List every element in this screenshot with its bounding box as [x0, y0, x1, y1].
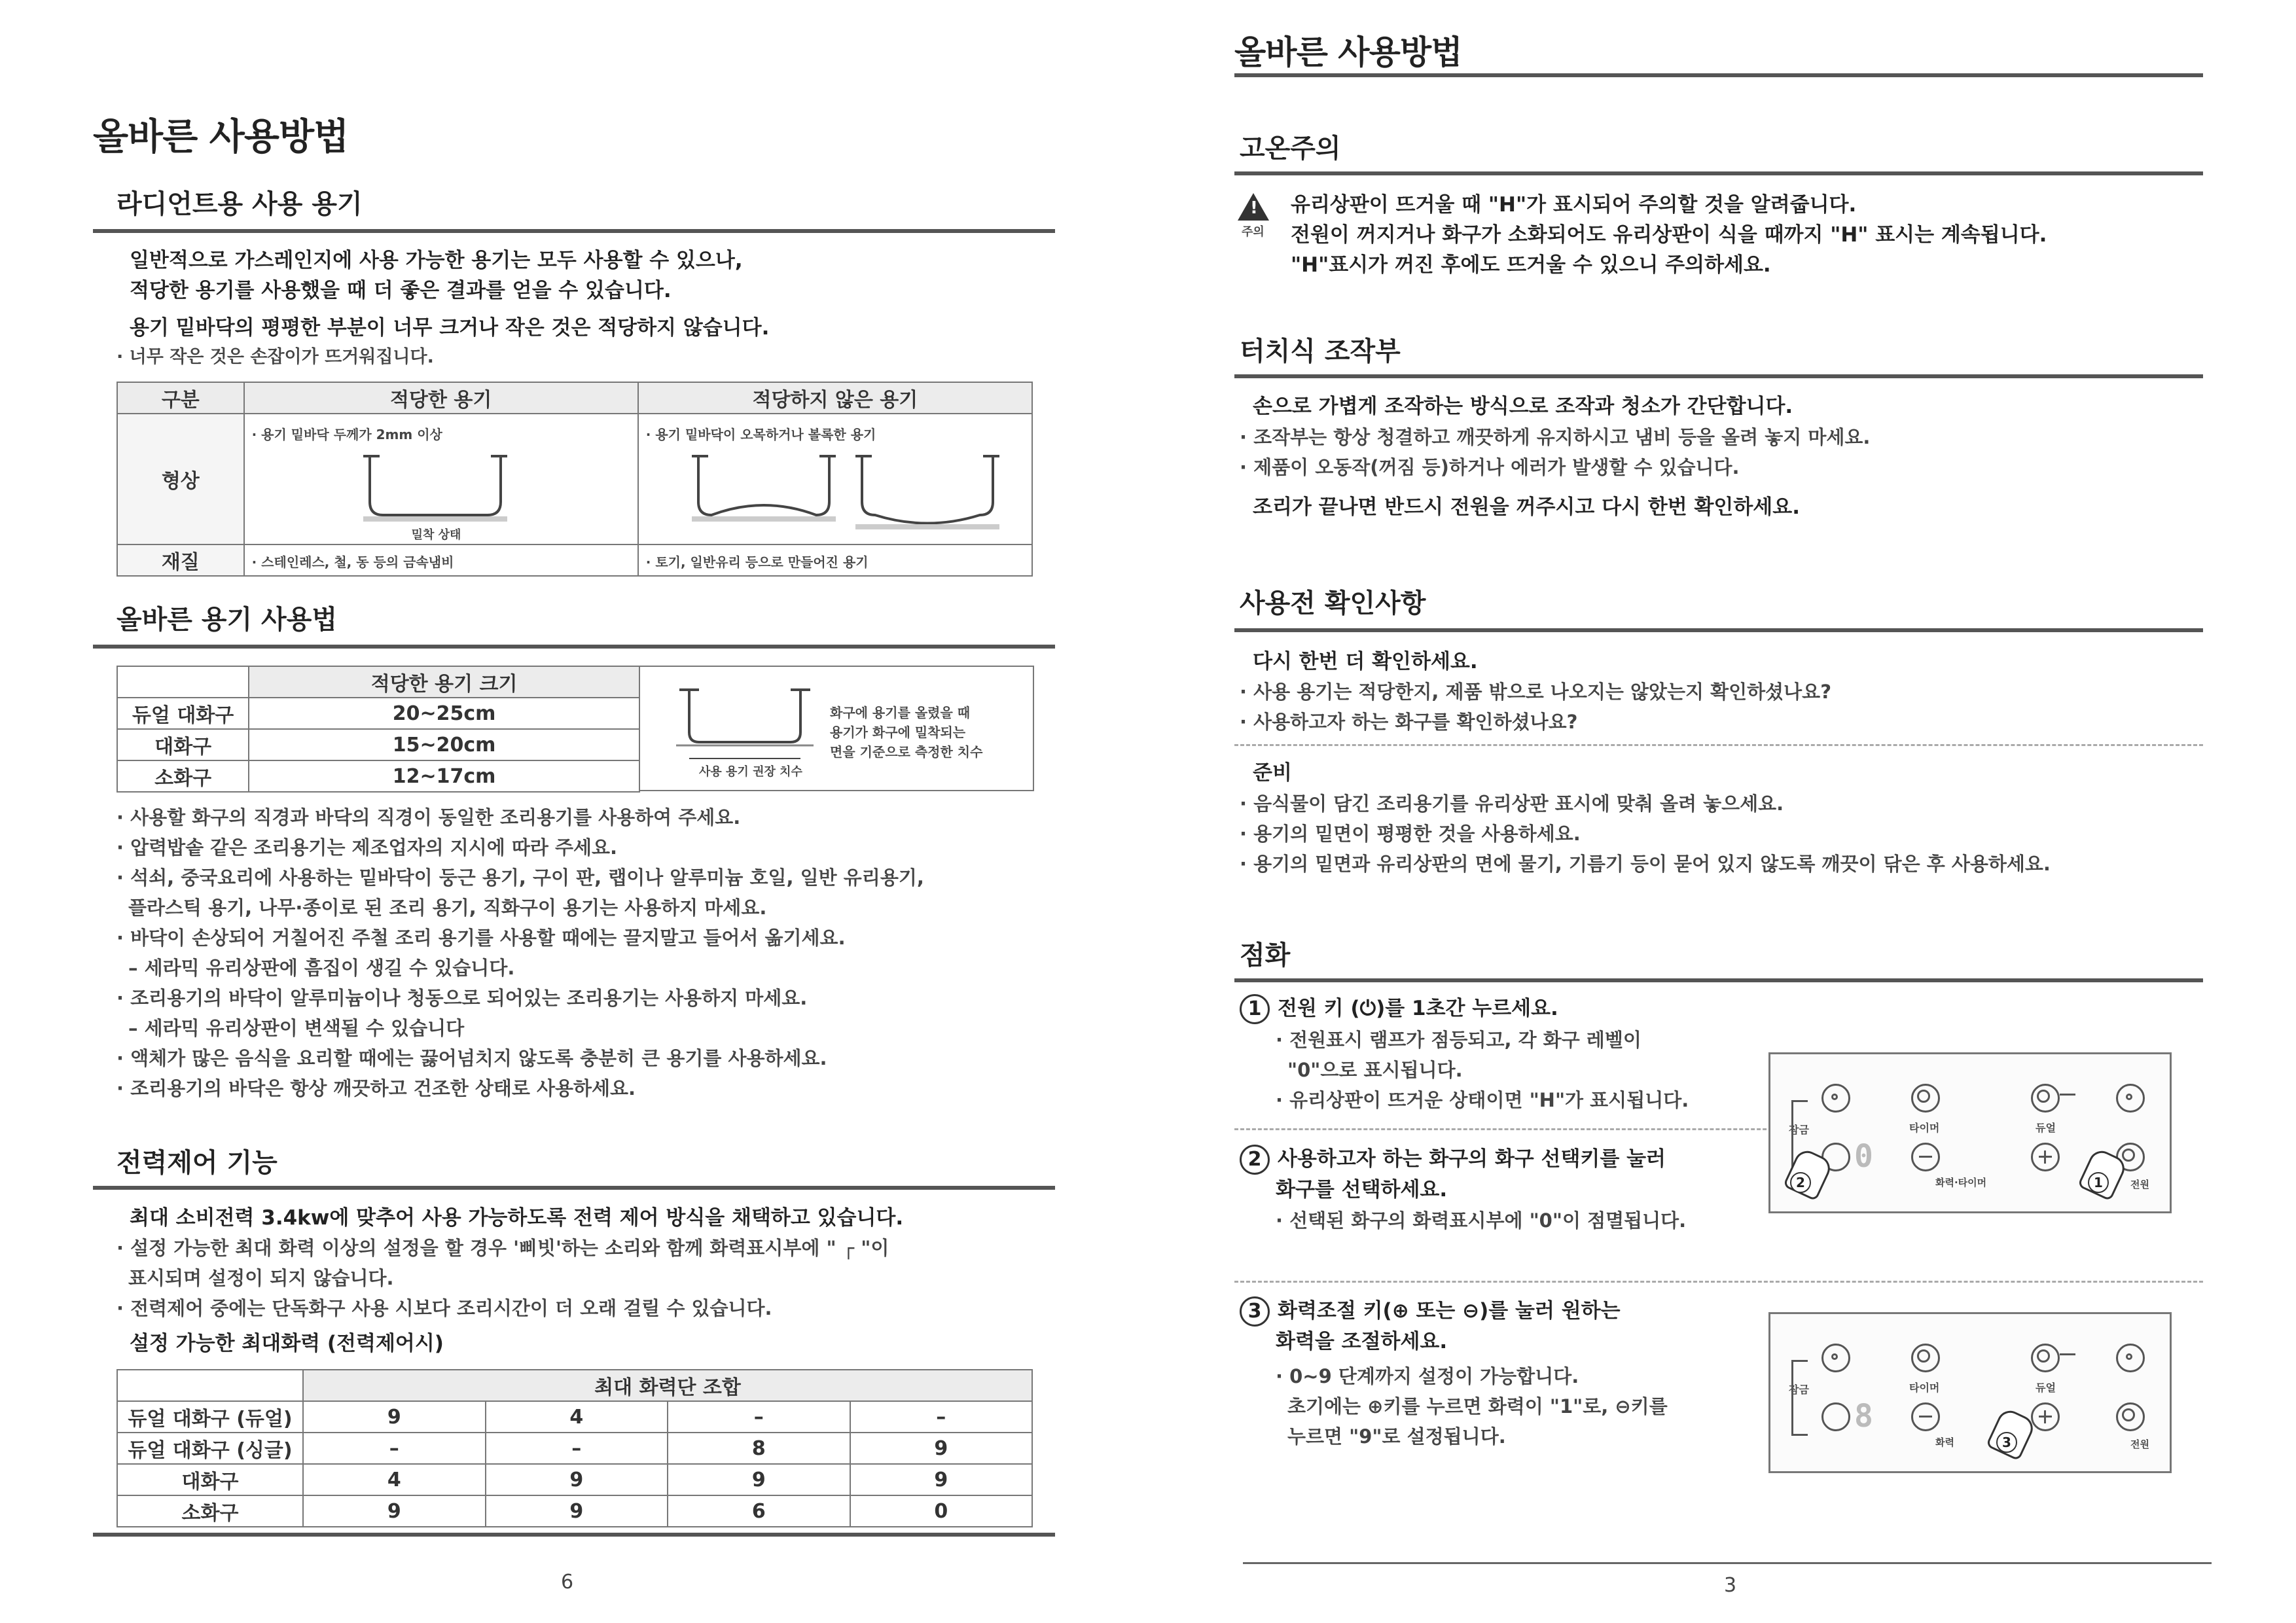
value-cell: –: [303, 1433, 486, 1464]
value-cell: 8: [668, 1433, 850, 1464]
step3-lines: [1276, 1361, 1668, 1452]
dual-bar: [2060, 1094, 2075, 1096]
bullet: 플라스틱 용기, 나무·종이로 된 조리 용기, 직화구이 용기는 사용하지 마세요.: [128, 897, 767, 919]
bullet: · 바닥이 손상되어 거칠어진 주철 조리 용기를 사용할 때에는 끌지말고 들어서 옮기세요.: [117, 927, 846, 949]
divider: [1234, 978, 2203, 982]
row-label: 소화구: [117, 760, 249, 792]
col-header: 적당한 용기: [244, 382, 638, 414]
divider: [1234, 374, 2203, 378]
value-cell: 9: [850, 1464, 1033, 1495]
dashed-divider: [1234, 744, 2203, 746]
blank-header: [117, 666, 249, 698]
level-display: 0: [1854, 1138, 1873, 1175]
timer-key-icon[interactable]: [1911, 1084, 1940, 1113]
col-header: 최대 화력단 조합: [303, 1370, 1032, 1401]
dashed-divider: [1234, 1128, 1784, 1130]
section-heading-touch: 터치식 조작부: [1240, 336, 1401, 366]
section1-line-1: 일반적으로 가스레인지에 사용 가능한 용기는 모두 사용할 수 있으나,: [130, 249, 743, 272]
timer-label: 타이머: [1909, 1382, 1940, 1394]
step-number: 3: [1240, 1296, 1270, 1327]
check-main: 다시 한번 더 확인하세요.: [1253, 650, 1478, 673]
hand-step-1: 1: [2088, 1172, 2109, 1193]
col-header: 구분: [117, 382, 244, 414]
power-label: 전원: [2130, 1179, 2149, 1190]
bullet: · 조리용기의 바닥은 항상 깨끗하고 건조한 상태로 사용하세요.: [117, 1077, 636, 1099]
plus-key-icon[interactable]: [2031, 1143, 2060, 1171]
prep-bullets: [1240, 789, 2051, 879]
step-title-text: 전원 키 (⏻)를 1초간 누르세요.: [1278, 997, 1558, 1020]
pot-measure-diagram: [666, 677, 817, 775]
bullet: · 설정 가능한 최대 화력 이상의 설정을 할 경우 '삐빗'하는 소리와 함께 화력표시부에 " ┌ "이: [117, 1237, 889, 1259]
divider: [93, 1186, 1055, 1190]
minus-key-icon[interactable]: [1911, 1143, 1940, 1171]
page-number: 3: [1724, 1574, 1737, 1597]
warning-label: 주의: [1242, 225, 1265, 239]
step-number: 1: [1240, 994, 1270, 1024]
bullet: · 제품이 오동작(꺼짐 등)하거나 에러가 발생할 수 있습니다.: [1240, 456, 1740, 478]
value-cell: 9: [303, 1495, 486, 1527]
control-panel-2: [1768, 1312, 2172, 1473]
diagram-note-line: 용기가 화구에 밀착되는: [830, 724, 966, 740]
check-bullets: [1240, 677, 1831, 737]
dashed-divider: [1234, 1281, 2203, 1283]
hand-step-2: 2: [1790, 1172, 1811, 1193]
divider: [1234, 628, 2203, 632]
dual-bar: [2060, 1353, 2075, 1355]
max-power-table: [117, 1369, 1033, 1527]
step-title-text: 화구를 선택하세요.: [1276, 1178, 1448, 1202]
value-cell: –: [486, 1433, 668, 1464]
touch-main: 손으로 가볍게 조작하는 방식으로 조작과 청소가 간단합니다.: [1253, 395, 1793, 418]
size-cell: 15~20cm: [249, 729, 639, 760]
power-indicator-icon: [2116, 1084, 2145, 1113]
step-line: · 선택된 화구의 화력표시부에 "0"이 점멸됩니다.: [1276, 1209, 1687, 1232]
col-header: 적당한 용기 크기: [249, 666, 639, 698]
page-title: 올바른 사용방법: [1234, 33, 1462, 71]
bullet: · 사용하고자 하는 화구를 확인하셨나요?: [1240, 711, 1578, 733]
bullet: · 석쇠, 중국요리에 사용하는 밑바닥이 둥근 용기, 구이 판, 랩이나 알루미늄 호일, 일반 유리용기,: [117, 866, 924, 889]
row-label: 대화구: [117, 1464, 303, 1495]
diagram-caption: 사용 용기 권장 치수: [699, 765, 802, 779]
blank-header: [117, 1370, 303, 1401]
value-cell: 9: [850, 1433, 1033, 1464]
row-label: 형상: [117, 414, 244, 544]
value-cell: 4: [486, 1401, 668, 1433]
burner-select-key-icon[interactable]: [1821, 1402, 1850, 1431]
warning-icon: [1238, 193, 1269, 221]
bullet: · 액체가 많은 음식을 요리할 때에는 끓어넘치지 않도록 충분히 큰 용기를 사용하세요.: [117, 1047, 827, 1069]
step-line: "0"으로 표시됩니다.: [1287, 1059, 1463, 1081]
col-header: 적당하지 않은 용기: [638, 382, 1032, 414]
material-good: [244, 544, 638, 576]
value-cell: 9: [486, 1495, 668, 1527]
shape-bad-note: · 용기 밑바닥이 오목하거나 볼록한 용기: [645, 427, 876, 442]
step-title-text: 화력을 조절하세요.: [1276, 1330, 1448, 1353]
material-bad-text: · 토기, 일반유리 등으로 만들어진 용기: [645, 554, 869, 570]
diagram-note: [830, 703, 982, 762]
bullet: – 세라믹 유리상판에 흠집이 생길 수 있습니다.: [128, 957, 515, 979]
footer-divider: [1243, 1562, 2212, 1564]
plus-key-icon[interactable]: [2031, 1402, 2060, 1431]
step-title-text: 사용하고자 하는 화구의 화구 선택키를 눌러: [1278, 1147, 1666, 1171]
row-label: 듀얼 대화구: [117, 698, 249, 729]
section-heading-hot: 고온주의: [1240, 134, 1341, 164]
step-title-text: 화력조절 키(⊕ 또는 ⊖)를 눌러 원하는: [1278, 1299, 1621, 1323]
dual-key-icon[interactable]: [2031, 1084, 2060, 1113]
footer-divider: [93, 1533, 1055, 1537]
material-good-text: · 스테인레스, 철, 동 등의 금속냄비: [251, 554, 454, 570]
lock-label: 잠금: [1789, 1124, 1809, 1136]
timer-label: 타이머: [1909, 1122, 1940, 1134]
step-number: 2: [1240, 1145, 1270, 1175]
shape-good-caption: 밀착 상태: [411, 528, 461, 542]
shape-bad-cell: [638, 414, 1032, 544]
section-heading-ignition: 점화: [1240, 940, 1291, 971]
divider: [93, 645, 1055, 649]
row-label: 대화구: [117, 729, 249, 760]
touch-footer: 조리가 끝나면 반드시 전원을 꺼주시고 다시 한번 확인하세요.: [1253, 495, 1800, 519]
step-line: 초기에는 ⊕키를 누르면 화력이 "1"로, ⊖키를: [1287, 1395, 1668, 1418]
hand-step-3: 3: [1996, 1432, 2017, 1453]
step-line: · 유리상판이 뜨거운 상태이면 "H"가 표시됩니다.: [1276, 1089, 1689, 1111]
bullet: · 용기의 밑면과 유리상판의 면에 물기, 기름기 등이 묻어 있지 않도록 깨끗이 닦은 후 사용하세요.: [1240, 853, 2051, 875]
step-line: · 전원표시 램프가 점등되고, 각 화구 레벨이: [1276, 1029, 1641, 1051]
lock-label: 잠금: [1789, 1383, 1809, 1396]
bullet: · 사용 용기는 적당한지, 제품 밖으로 나오지는 않았는지 확인하셨나요?: [1240, 681, 1832, 703]
material-bad: [638, 544, 1032, 576]
section3-subheading: 설정 가능한 최대화력 (전력제어시): [130, 1332, 444, 1355]
power-key-icon[interactable]: [2116, 1402, 2145, 1431]
bullet: · 조리용기의 바닥이 알루미늄이나 청동으로 되어있는 조리용기는 사용하지 마세요.: [117, 987, 808, 1009]
bullet: · 압력밥솥 같은 조리용기는 제조업자의 지시에 따라 주세요.: [117, 836, 618, 859]
section3-bullets: [117, 1233, 889, 1323]
vessel-table: [117, 382, 1033, 577]
row-label: 듀얼 대화구 (듀얼): [117, 1401, 303, 1433]
hot-line: "H"표시가 꺼진 후에도 뜨거울 수 있으니 주의하세요.: [1291, 253, 1771, 277]
value-cell: 9: [668, 1464, 850, 1495]
section1-line-2: 적당한 용기를 사용했을 때 더 좋은 결과를 얻을 수 있습니다.: [130, 279, 672, 302]
hot-line: 유리상판이 뜨거울 때 "H"가 표시되어 주의할 것을 알려줍니다.: [1291, 193, 1857, 217]
power-indicator-icon: [2116, 1344, 2145, 1372]
value-cell: 0: [850, 1495, 1033, 1527]
bullet: · 음식물이 담긴 조리용기를 유리상판 표시에 맞춰 올려 놓으세요.: [1240, 793, 1784, 815]
dual-label: 듀얼: [2036, 1122, 2056, 1134]
step-line: · 0~9 단계까지 설정이 가능합니다.: [1276, 1365, 1579, 1387]
dual-label: 듀얼: [2036, 1382, 2056, 1394]
row-label: 재질: [117, 544, 244, 576]
size-cell: 20~25cm: [249, 698, 639, 729]
hot-lines: [1291, 190, 2047, 280]
good-pot-diagram: [252, 443, 619, 535]
value-cell: 9: [486, 1464, 668, 1495]
range-label: 화력: [1935, 1436, 1954, 1448]
step1-lines: [1276, 1025, 1689, 1115]
minus-key-icon[interactable]: [1911, 1402, 1940, 1431]
lock-key-icon[interactable]: [1821, 1344, 1850, 1372]
shape-good-cell: [244, 414, 638, 544]
step1-title: [1240, 993, 1558, 1024]
value-cell: 6: [668, 1495, 850, 1527]
bullet: · 사용할 화구의 직경과 바닥의 직경이 동일한 조리용기를 사용하여 주세요.: [117, 806, 741, 829]
step2-title: [1240, 1144, 1666, 1205]
lock-key-icon[interactable]: [1821, 1084, 1850, 1113]
shape-good-note: · 용기 밑바닥 두께가 2mm 이상: [251, 427, 442, 442]
row-label: 소화구: [117, 1495, 303, 1527]
divider: [93, 229, 1055, 233]
prep-heading: 준비: [1253, 761, 1292, 785]
bullet: · 조작부는 항상 청결하고 깨끗하게 유지하시고 냄비 등을 올려 놓지 마세요.: [1240, 426, 1871, 448]
value-cell: 9: [303, 1401, 486, 1433]
diagram-note-line: 화구에 용기를 올렸을 때: [830, 705, 971, 721]
size-cell: 12~17cm: [249, 760, 639, 792]
section-heading-power-control: 전력제어 기능: [117, 1148, 278, 1178]
section2-bullets: [117, 802, 924, 1103]
section-heading-radiant-vessel: 라디언트용 사용 용기: [117, 189, 363, 219]
value-cell: –: [850, 1401, 1033, 1433]
touch-bullets: [1240, 422, 1870, 482]
section1-line-3: 용기 밑바닥의 평평한 부분이 너무 크거나 작은 것은 적당하지 않습니다.: [130, 316, 770, 340]
control-panel-1: [1768, 1052, 2172, 1213]
range-label: 화력·타이머: [1935, 1177, 1987, 1188]
bullet: 표시되며 설정이 되지 않습니다.: [128, 1267, 394, 1289]
bullet: · 용기의 밑면이 평평한 것을 사용하세요.: [1240, 823, 1581, 845]
diagram-note-line: 면을 기준으로 측정한 치수: [830, 744, 983, 760]
value-cell: 4: [303, 1464, 486, 1495]
value-cell: –: [668, 1401, 850, 1433]
power-label: 전원: [2130, 1438, 2149, 1450]
bracket-icon: [1791, 1360, 1808, 1436]
bullet: · 전력제어 중에는 단독화구 사용 시보다 조리시간이 더 오래 걸릴 수 있습니다.: [117, 1297, 772, 1319]
dual-key-icon[interactable]: [2031, 1344, 2060, 1372]
step-line: 누르면 "9"로 설정됩니다.: [1287, 1425, 1506, 1448]
hot-line: 전원이 꺼지거나 화구가 소화되어도 유리상판이 식을 때까지 "H" 표시는 계속됩니다.: [1291, 223, 2047, 247]
page-number: 6: [561, 1571, 574, 1594]
step3-title: [1240, 1296, 1621, 1357]
bad-pot-diagram: [646, 443, 1013, 535]
level-display: 8: [1854, 1398, 1873, 1435]
vessel-size-table: [117, 666, 640, 793]
divider: [1234, 171, 2203, 175]
vessel-size-diagram-box: [640, 666, 1034, 791]
section1-note: · 너무 작은 것은 손잡이가 뜨거워집니다.: [117, 347, 434, 367]
section3-main: 최대 소비전력 3.4kw에 맞추어 사용 가능하도록 전력 제어 방식을 채택하고 있습니다.: [130, 1206, 904, 1230]
section-heading-check: 사용전 확인사항: [1240, 588, 1426, 618]
right-page: [1148, 0, 2296, 1623]
page-title: 올바른 사용방법: [93, 116, 349, 158]
step2-lines: [1276, 1205, 1686, 1236]
row-label: 듀얼 대화구 (싱글): [117, 1433, 303, 1464]
bullet: – 세라믹 유리상판이 변색될 수 있습니다: [128, 1017, 465, 1039]
timer-key-icon[interactable]: [1911, 1344, 1940, 1372]
divider: [1234, 73, 2203, 77]
section-heading-vessel-usage: 올바른 용기 사용법: [117, 605, 337, 635]
